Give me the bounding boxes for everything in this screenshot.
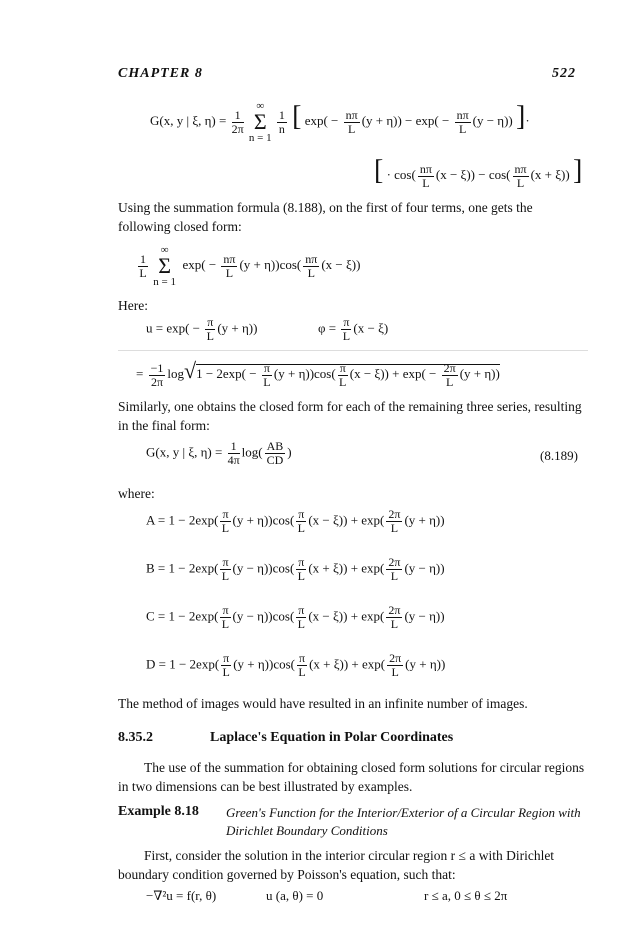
paragraph-summation-circular: The use of the summation for obtaining closed form solutions for circular regions in two dimensions can be best illustrated by examples. — [118, 760, 585, 794]
definition-A: A = 1 − 2exp( $\frac{\pi}{L}$ (y + η))cos( $\frac{\pi}{L}$ (x − ξ)) + exp( $\frac{2\pi}{L}$ (y + η)) — [146, 507, 445, 535]
paragraph-method-of-images: The method of images would have resulted in an infinite number of images. — [118, 696, 528, 711]
definition-D: D = 1 − 2exp( $\frac{\pi}{L}$ (y + η))cos( $\frac{\pi}{L}$ (x + ξ)) + exp( $\frac{2\pi}{L}$ (y + η)) — [146, 651, 446, 679]
equation-log-sqrt: = $\frac{-1}{2\pi}$ log√1 − 2exp( − $\frac{\pi}{L}$ (y + η))cos( $\frac{\pi}{L}$ (x − ξ)) + exp( − $\frac{2\pi}{L}$ (y + η)) — [136, 358, 500, 389]
equation-boundary-condition: u (a, θ) = 0 — [266, 888, 324, 903]
equation-number: (8.189) — [540, 448, 578, 463]
equation-u-definition: u = exp( − $\frac{\pi}{L}$ (y + η)) — [146, 315, 258, 343]
equation-phi-definition: φ = $\frac{\pi}{L}$ (x − ξ) — [318, 315, 389, 343]
section-number: 8.35.2 — [118, 730, 153, 745]
label-here: Here: — [118, 298, 148, 313]
sum-symbol: ∞ Σ n = 1 — [153, 244, 176, 288]
paragraph-interior-region: First, consider the solution in the interior circular region r ≤ a with Dirichlet boundary condition governed by Poisson's equation, such that: — [118, 848, 555, 882]
paragraph-summation: Using the summation formula (8.188), on the first of four terms, one gets the following closed form: — [118, 200, 533, 234]
sum-symbol: ∞ Σ n = 1 — [248, 100, 272, 144]
eq-lhs: G(x, y | ξ, η) = — [150, 112, 227, 128]
example-label: Example 8.18 — [118, 804, 199, 819]
definition-B: B = 1 − 2exp( $\frac{\pi}{L}$ (y − η))cos( $\frac{\pi}{L}$ (x + ξ)) + exp( $\frac{2\pi}{L}$ (y − η)) — [146, 555, 445, 583]
example-title: Green's Function for the Interior/Exterior of a Circular Region with Dirichlet Boundary Conditions — [226, 805, 581, 838]
equation-domain: r ≤ a, 0 ≤ θ ≤ 2π — [424, 888, 508, 903]
page-number: 522 — [552, 66, 576, 81]
equation-green-series: G(x, y | ξ, η) = $\frac{1}{2\pi}$ ∞ Σ n = 1 $\frac{1}{n}$ [ exp( − $\frac{n\pi}{L}$ (y + η)) − exp( − $\frac{n\pi}{L}$ (y − η)) ]· — [150, 100, 530, 144]
paragraph-similarly: Similarly, one obtains the closed form for each of the remaining three series, resulting in the final form: — [118, 399, 582, 433]
label-where: where: — [118, 486, 155, 501]
term-fraction: $\frac{1}{n}$ — [278, 107, 285, 136]
divider — [118, 350, 588, 351]
chapter-heading: CHAPTER 8 — [118, 66, 203, 81]
equation-green-series-line2: [ · cos( $\frac{n\pi}{L}$ (x − ξ)) − cos( $\frac{n\pi}{L}$ (x + ξ)) ] — [374, 155, 583, 190]
section-title: Laplace's Equation in Polar Coordinates — [210, 730, 454, 745]
equation-poisson: −∇²u = f(r, θ) — [146, 888, 217, 903]
equation-closed-form: $\frac{1}{L}$ ∞ Σ n = 1 exp( − $\frac{n\pi}{L}$ (y + η))cos( $\frac{n\pi}{L}$ (x − ξ)) — [139, 244, 361, 288]
coef-fraction: $\frac{1}{2\pi}$ — [231, 107, 244, 136]
equation-final-form: G(x, y | ξ, η) = $\frac{1}{4\pi}$ log( $\frac{AB}{CD}$ ) — [146, 439, 292, 467]
definition-C: C = 1 − 2exp( $\frac{\pi}{L}$ (y − η))cos( $\frac{\pi}{L}$ (x − ξ)) + exp( $\frac{2\pi}{L}$ (y − η)) — [146, 603, 445, 631]
